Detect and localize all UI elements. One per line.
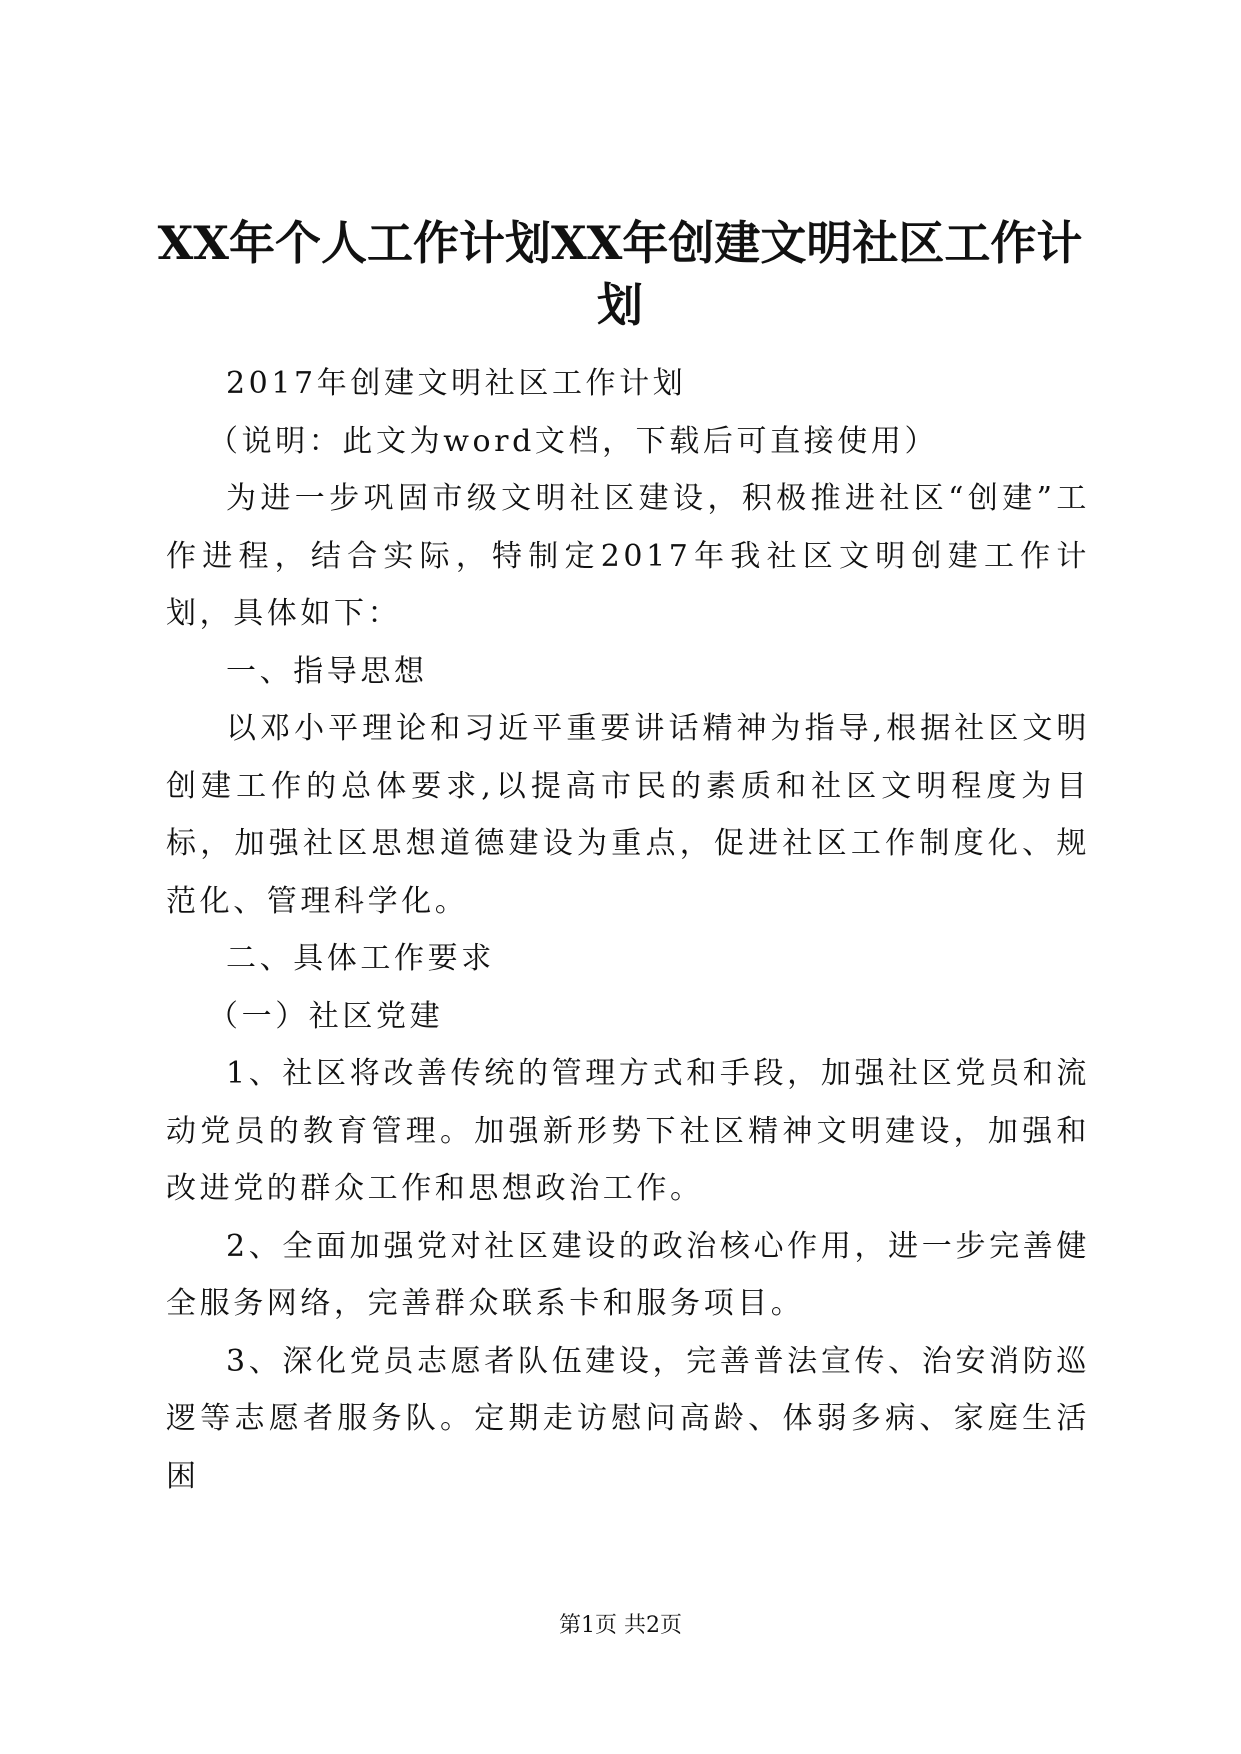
intro-paragraph: 为进一步巩固市级文明社区建设，积极推进社区“创建”工作进程，结合实际，特制定2017年我社区文明创建工作计划，具体如下： <box>166 481 1090 631</box>
page-number-footer: 第1页 共2页 <box>559 1613 682 1638</box>
item-paragraph-3: 3、深化党员志愿者队伍建设，完善普法宣传、治安消防巡逻等志愿者服务队。定期走访慰问高龄、体弱多病、家庭生活困 <box>166 1343 1090 1494</box>
note-paragraph: （说明：此文为word文档，下载后可直接使用） <box>208 423 939 459</box>
section-heading-2: 二、具体工作要求 <box>226 941 495 976</box>
section-heading-1: 一、指导思想 <box>226 653 428 689</box>
subsection-heading-1: （一）社区党建 <box>208 998 444 1034</box>
item-paragraph-2: 2、全面加强党对社区建设的政治核心作用，进一步完善健全服务网络，完善群众联系卡和服务项目。 <box>166 1228 1090 1321</box>
item-paragraph-1: 1、社区将改善传统的管理方式和手段，加强社区党员和流动党员的教育管理。加强新形势下社区精神文明建设，加强和改进党的群众工作和思想政治工作。 <box>166 1056 1090 1206</box>
guiding-thought-paragraph: 以邓小平理论和习近平重要讲话精神为指导,根据社区文明创建工作的总体要求,以提高市民的素质和社区文明程度为目标，加强社区思想道德建设为重点，促进社区工作制度化、规范化、管理科学化。 <box>166 711 1090 919</box>
subtitle-paragraph: 2017年创建文明社区工作计划 <box>226 366 687 401</box>
document-body <box>166 355 1090 1505</box>
document-title: XX年个人工作计划XX年创建文明社区工作计划 <box>157 216 1083 332</box>
